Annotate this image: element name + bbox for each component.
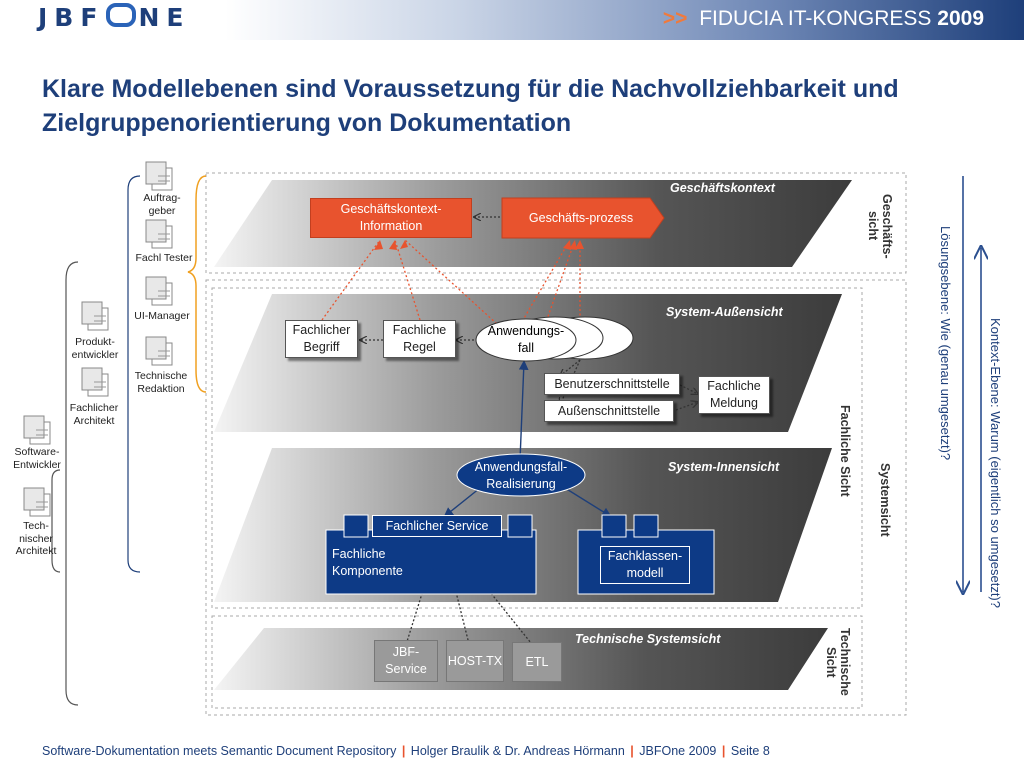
anwendungsfall-label: Anwendungs-fall	[487, 324, 565, 355]
layer-label-system-innensicht: System-Innensicht	[668, 460, 780, 474]
conference-name: FIDUCIA IT-KONGRESS	[699, 7, 932, 30]
role-software-entwickler: Software-Entwickler	[13, 446, 61, 471]
aussenschnittstelle-box: Außenschnittstelle	[544, 400, 674, 422]
footer-separator: |	[630, 744, 634, 758]
jbfone-logo: JBF NE	[38, 3, 191, 32]
fachklassenmodell-box: Fachklassen-modell	[600, 546, 690, 584]
role-auftraggeber: Auftrag-geber	[143, 192, 181, 217]
footer-page-number: Seite 8	[730, 744, 770, 758]
etl-box: ETL	[512, 642, 562, 682]
fachliche-komponente-label: Fachliche Komponente	[332, 547, 403, 578]
fachlicher-service-box: Fachlicher Service	[372, 515, 502, 537]
layer-label-technische-systemsicht: Technische Systemsicht	[575, 632, 721, 646]
jbf-service-box: JBF-Service	[374, 640, 438, 682]
footer-separator: |	[721, 744, 726, 758]
footer	[42, 744, 770, 758]
slide-title: Klare Modellebenen sind Voraussetzung für die Nachvollziehbarkeit und Zielgruppenorientierung von Dokumentation	[42, 75, 899, 137]
layer-label-system-aussensicht: System-Außensicht	[666, 305, 783, 319]
kontextebene-text: Kontext-Ebene: Warum (eigentlich so umgesetzt)?	[988, 318, 1003, 608]
footer-part3: JBFOne 2009	[639, 744, 717, 758]
role-technische-redaktion: Technische Redaktion	[134, 370, 188, 395]
geschaeftsprozess-label: Geschäfts-prozess	[528, 210, 634, 225]
fachlicher-begriff-box: Fachlicher Begriff	[285, 320, 358, 358]
anwendungsfall-realisierung-label: Anwendungsfall-Realisierung	[474, 460, 568, 491]
geschaeftskontext-information-box: Geschäftskontext-Information	[310, 198, 472, 238]
loesungsebene-text: Lösungsebene: Wie (genau umgesetzt)?	[938, 226, 953, 461]
component-port	[344, 515, 368, 537]
layer-label-geschaeftskontext: Geschäftskontext	[670, 181, 775, 195]
role-fachlicher-architekt: Fachlicher Architekt	[69, 402, 119, 427]
side-label-systemsicht: Systemsicht	[878, 463, 892, 537]
host-tx-box: HOST-TX	[446, 640, 504, 682]
conference-prefix: >>	[662, 7, 688, 30]
side-label-technische-sicht: Technische Sicht	[824, 628, 852, 696]
footer-part2: Holger Braulik & Dr. Andreas Hörmann	[410, 744, 625, 758]
role-ui-manager: UI-Manager	[134, 310, 190, 322]
side-label-fachliche-sicht: Fachliche Sicht	[838, 405, 852, 497]
bracket-middle-roles	[66, 262, 78, 705]
component-port	[602, 515, 626, 537]
conference-year: 2009	[937, 7, 984, 30]
component-port	[634, 515, 658, 537]
fachliche-regel-box: Fachliche Regel	[383, 320, 456, 358]
fachliche-meldung-box: Fachliche Meldung	[698, 376, 770, 414]
component-port	[508, 515, 532, 537]
footer-part1: Software-Dokumentation meets Semantic Document Repository	[42, 744, 397, 758]
role-technischer-architekt: Tech-nischer Architekt	[15, 520, 57, 557]
side-label-geschaeftssicht: Geschäfts-sicht	[866, 193, 894, 259]
role-produktentwickler: Produkt-entwickler	[71, 336, 119, 361]
benutzerschnittstelle-box: Benutzerschnittstelle	[544, 373, 680, 395]
footer-separator: |	[401, 744, 406, 758]
role-fachl-tester: Fachl Tester	[135, 252, 193, 264]
